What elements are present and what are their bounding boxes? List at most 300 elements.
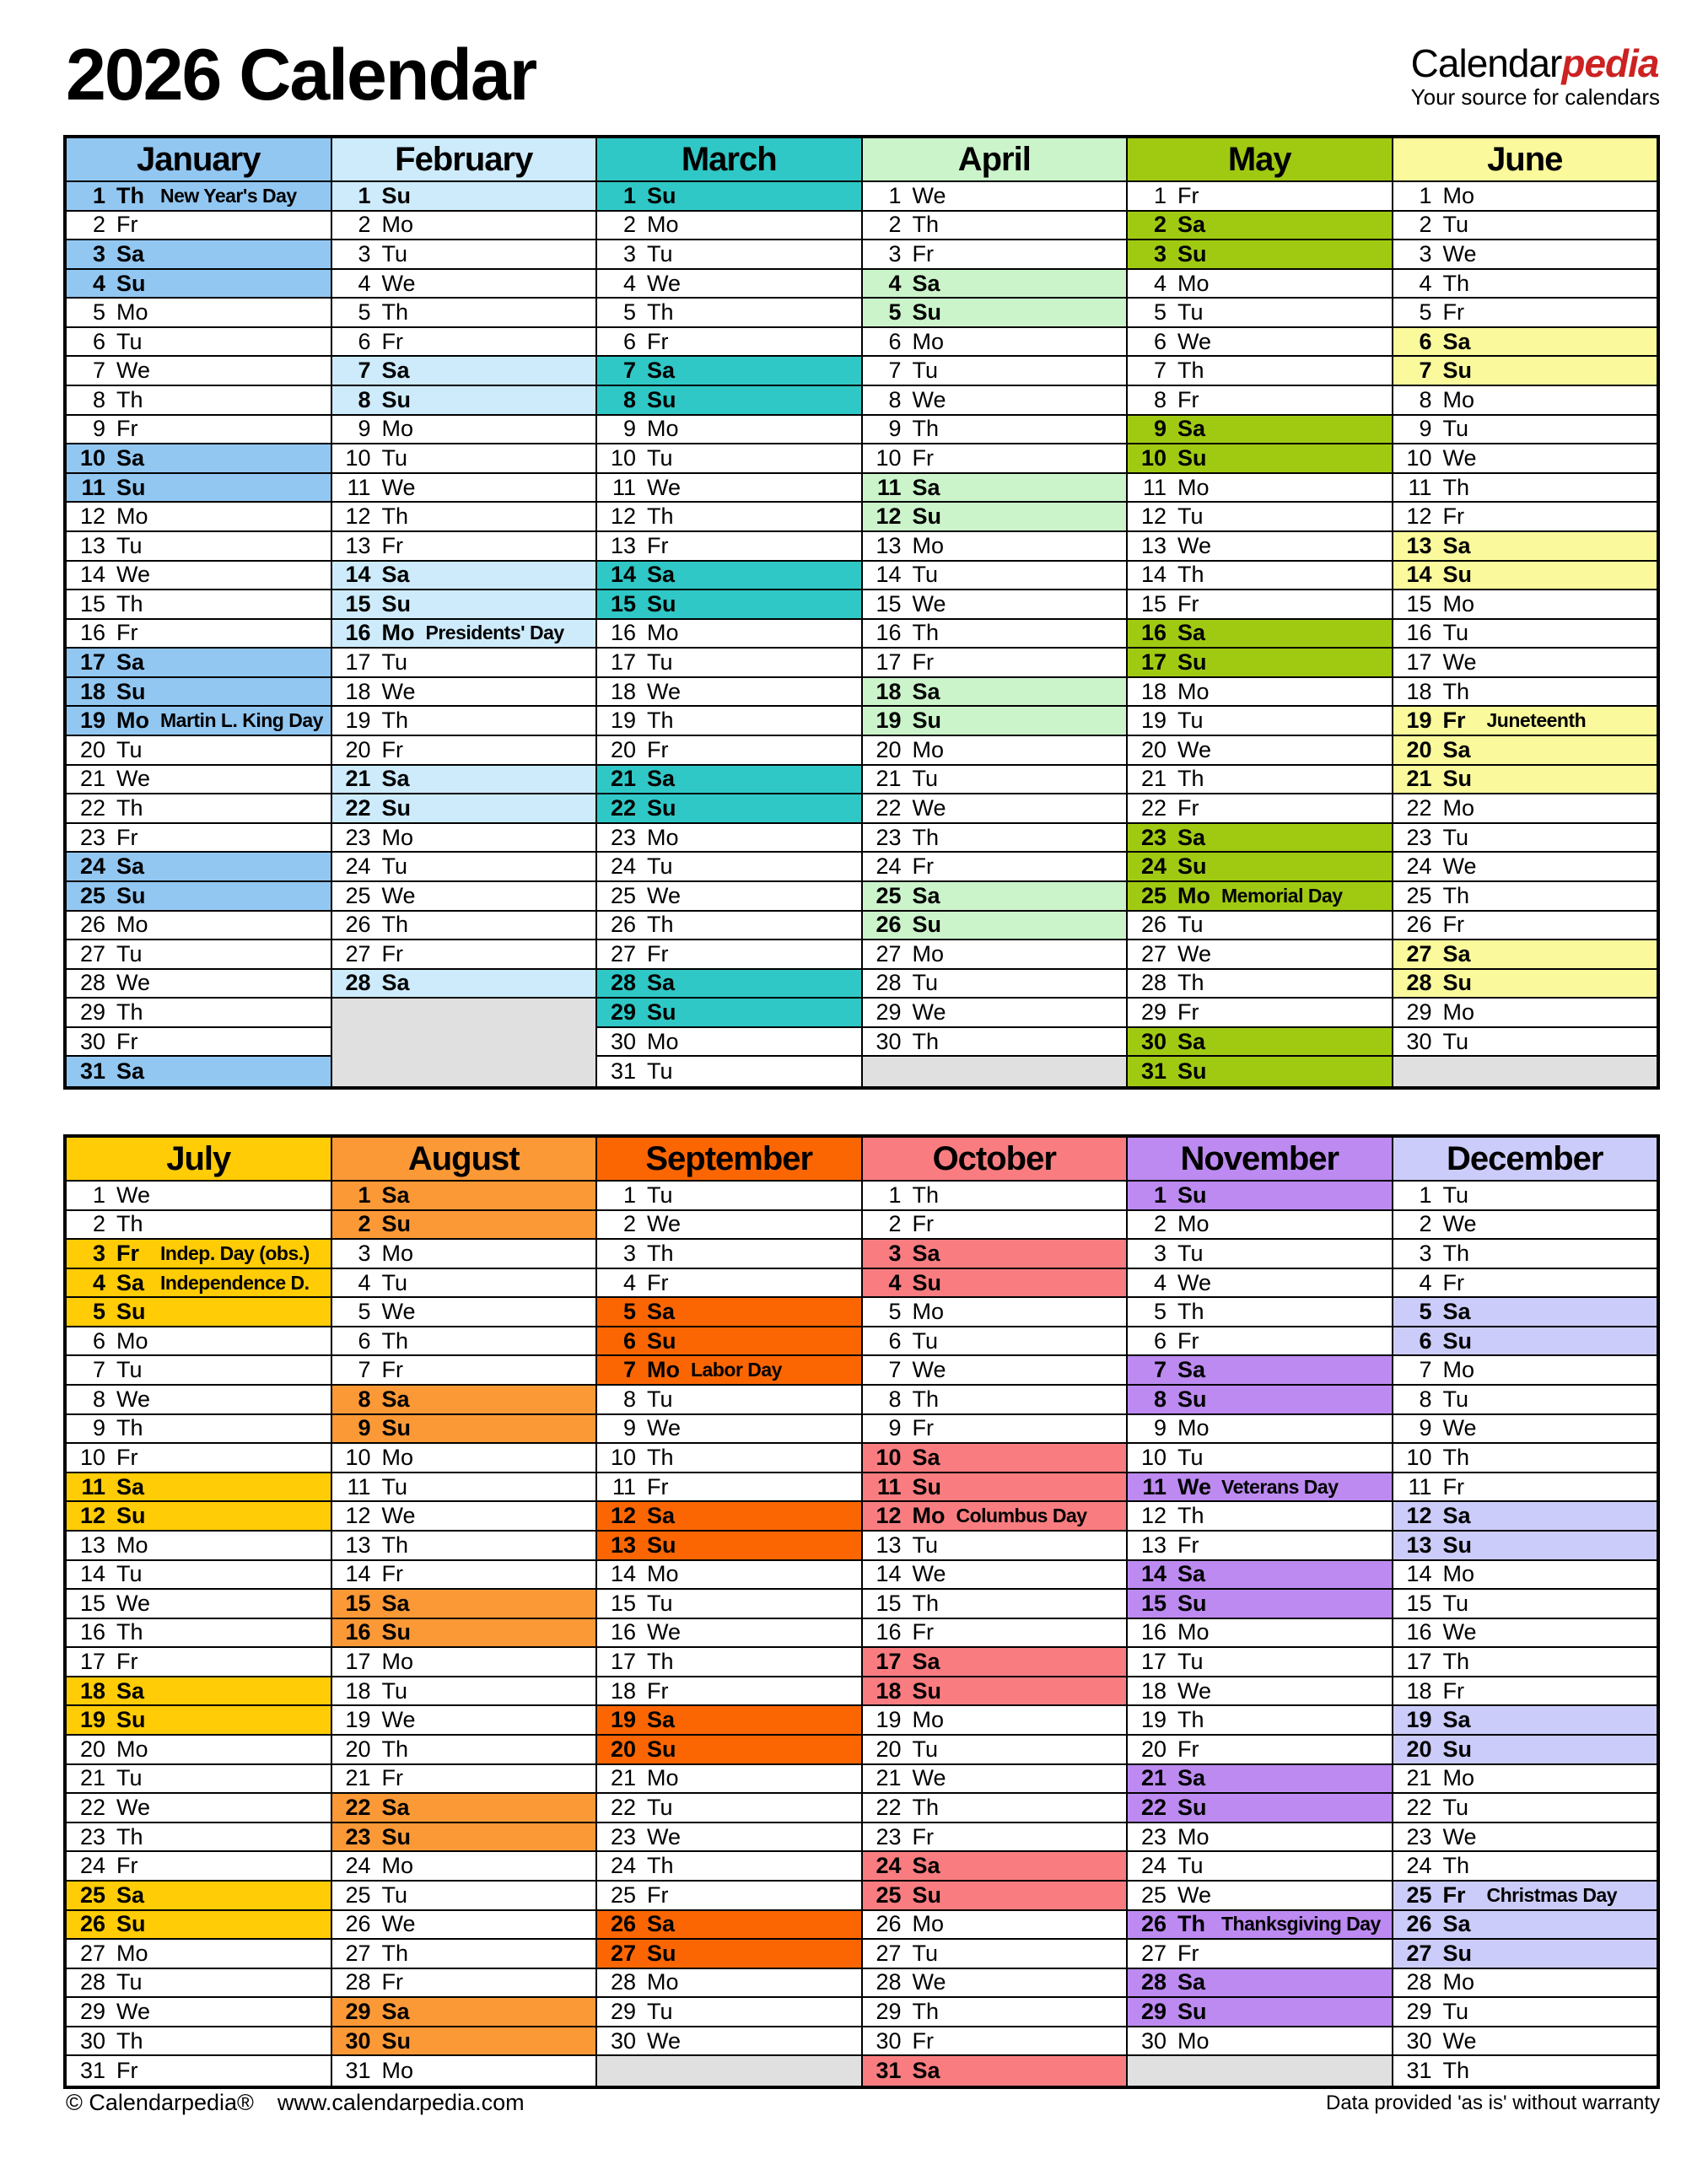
day-row: [597, 1619, 861, 1649]
weekday-abbrev: Tu: [1177, 1853, 1204, 1879]
day-number: 30: [79, 2027, 105, 2054]
weekday-abbrev: Tu: [116, 328, 143, 354]
weekday-abbrev: Sa: [116, 240, 145, 267]
day-number: 27: [876, 940, 902, 966]
day-number: 18: [79, 678, 105, 704]
day-number: 1: [92, 1182, 105, 1208]
day-row: [1128, 736, 1392, 766]
weekday-abbrev: Su: [1177, 1182, 1207, 1208]
empty-cell: [332, 999, 596, 1086]
day-number: 17: [1140, 649, 1167, 676]
day-row: [863, 1444, 1127, 1473]
day-number: 9: [1419, 416, 1432, 442]
day-number: 14: [345, 1561, 371, 1587]
day-number: 20: [610, 736, 636, 762]
day-row: [67, 794, 331, 824]
day-number: 1: [1419, 1182, 1432, 1208]
day-row: [1393, 1415, 1657, 1445]
weekday-abbrev: Mo: [647, 1028, 679, 1054]
day-row: [332, 1182, 596, 1211]
weekday-abbrev: Sa: [381, 1590, 410, 1616]
weekday-abbrev: Th: [1442, 1649, 1470, 1675]
day-row: [1393, 1298, 1657, 1327]
day-row: [597, 1356, 861, 1386]
weekday-abbrev: Mo: [116, 299, 148, 326]
day-row: [67, 532, 331, 562]
day-row: [1128, 620, 1392, 649]
day-row: [332, 1998, 596, 2027]
day-row: [67, 678, 331, 708]
weekday-abbrev: Fr: [116, 1028, 138, 1054]
weekday-abbrev: Sa: [116, 1677, 145, 1704]
day-number: 11: [81, 1473, 105, 1499]
day-number: 5: [888, 299, 902, 326]
weekday-abbrev: Fr: [1442, 1269, 1464, 1295]
day-row: [1393, 1765, 1657, 1795]
day-row: [1128, 1057, 1392, 1086]
day-row: [1128, 970, 1392, 999]
day-number: 10: [610, 1445, 636, 1470]
day-row: [67, 1911, 331, 1941]
day-row: [597, 1706, 861, 1736]
day-number: 16: [876, 1619, 902, 1645]
weekday-abbrev: Sa: [912, 882, 940, 908]
weekday-abbrev: Tu: [647, 649, 673, 676]
weekday-abbrev: Su: [116, 882, 146, 908]
weekday-abbrev: Mo: [1177, 1823, 1210, 1849]
day-number: 6: [1153, 328, 1167, 354]
day-number: 1: [1153, 182, 1167, 208]
weekday-abbrev: Th: [116, 1211, 143, 1237]
day-row: [1393, 1386, 1657, 1415]
weekday-abbrev: Tu: [1177, 1445, 1204, 1470]
day-row: [1128, 386, 1392, 416]
weekday-abbrev: Tu: [1177, 1240, 1204, 1266]
weekday-abbrev: Th: [1442, 1240, 1470, 1266]
day-number: 7: [1153, 1357, 1167, 1383]
calendar-table-jul-dec: [63, 1134, 1660, 2089]
weekday-abbrev: We: [381, 1911, 416, 1937]
weekday-abbrev: Sa: [381, 562, 410, 588]
day-number: 15: [1140, 590, 1167, 616]
day-row: [1393, 532, 1657, 562]
holiday-label: Juneteenth: [1486, 709, 1587, 732]
day-row: [67, 182, 331, 212]
weekday-abbrev: Th: [912, 824, 940, 850]
day-row: [597, 649, 861, 678]
day-number: 14: [1140, 1561, 1167, 1587]
day-number: 13: [876, 532, 902, 558]
day-number: 25: [345, 882, 371, 908]
day-number: 10: [1406, 445, 1432, 471]
day-row: [332, 1532, 596, 1561]
day-row: [332, 1911, 596, 1941]
day-row: [67, 1269, 331, 1299]
footer-copyright-text: © Calendarpedia®: [66, 2090, 254, 2115]
weekday-abbrev: Sa: [1177, 620, 1206, 646]
day-number: 12: [876, 1503, 902, 1529]
day-number: 19: [345, 1707, 371, 1733]
weekday-abbrev: Fr: [116, 2058, 138, 2084]
weekday-abbrev: Tu: [647, 1058, 673, 1085]
day-row: [1393, 386, 1657, 416]
weekday-abbrev: Sa: [1177, 824, 1206, 850]
weekday-abbrev: Su: [381, 590, 412, 616]
weekday-abbrev: Mo: [912, 1707, 945, 1733]
weekday-abbrev: We: [1442, 1619, 1477, 1645]
day-number: 14: [1406, 1561, 1432, 1587]
day-row: [863, 999, 1127, 1028]
weekday-abbrev: Sa: [1177, 416, 1206, 442]
weekday-abbrev: We: [1442, 649, 1477, 676]
day-row: [67, 416, 331, 445]
weekday-abbrev: Sa: [116, 1473, 145, 1499]
day-number: 20: [1140, 736, 1167, 762]
day-row: [597, 882, 861, 912]
weekday-abbrev: We: [912, 182, 946, 208]
day-row: [863, 766, 1127, 795]
weekday-abbrev: Sa: [912, 1445, 940, 1470]
day-row: [1393, 766, 1657, 795]
day-row: [597, 386, 861, 416]
day-number: 6: [92, 1327, 105, 1354]
month-column-june: [1392, 138, 1657, 1086]
day-row: [597, 328, 861, 358]
day-number: 31: [876, 2058, 902, 2084]
weekday-abbrev: Th: [647, 1240, 674, 1266]
day-row: [332, 970, 596, 999]
day-number: 3: [888, 240, 902, 267]
weekday-abbrev: Th: [381, 912, 409, 938]
day-row: [863, 678, 1127, 708]
weekday-abbrev: Mo: [1442, 1357, 1475, 1383]
weekday-abbrev: Su: [1442, 358, 1473, 384]
day-number: 19: [79, 1707, 105, 1733]
day-row: [597, 1852, 861, 1882]
weekday-abbrev: Sa: [116, 1058, 145, 1085]
day-number: 28: [610, 970, 636, 996]
day-row: [332, 1502, 596, 1532]
day-number: 15: [876, 1590, 902, 1616]
weekday-abbrev: Th: [116, 794, 143, 821]
day-number: 10: [1406, 1445, 1432, 1470]
day-number: 4: [1419, 1269, 1432, 1295]
day-number: 5: [358, 1299, 371, 1325]
day-row: [1393, 444, 1657, 474]
weekday-abbrev: Fr: [1177, 1532, 1199, 1558]
day-row: [332, 1444, 596, 1473]
day-number: 11: [347, 1473, 371, 1499]
month-header-august: August: [332, 1138, 596, 1182]
weekday-abbrev: Mo: [1177, 882, 1210, 908]
day-row: [863, 1356, 1127, 1386]
weekday-abbrev: Th: [912, 1794, 940, 1820]
day-row: [863, 474, 1127, 503]
day-row: [332, 299, 596, 328]
day-number: 14: [1406, 562, 1432, 588]
weekday-abbrev: Mo: [1177, 474, 1210, 500]
day-number: 23: [610, 824, 636, 850]
weekday-abbrev: We: [1177, 532, 1212, 558]
weekday-abbrev: We: [912, 1765, 946, 1791]
weekday-abbrev: Mo: [1442, 999, 1475, 1026]
day-number: 1: [358, 1182, 371, 1208]
weekday-abbrev: Tu: [116, 940, 143, 966]
day-number: 7: [92, 358, 105, 384]
day-row: [863, 1502, 1127, 1532]
day-row: [597, 299, 861, 328]
day-row: [1393, 649, 1657, 678]
weekday-abbrev: Th: [381, 1327, 409, 1354]
day-number: 12: [876, 503, 902, 530]
weekday-abbrev: Tu: [1442, 1028, 1469, 1054]
weekday-abbrev: Fr: [1177, 1327, 1199, 1354]
weekday-abbrev: We: [116, 562, 151, 588]
weekday-abbrev: Mo: [912, 1503, 946, 1529]
day-row: [597, 1182, 861, 1211]
day-row: [1128, 766, 1392, 795]
day-row: [597, 1386, 861, 1415]
weekday-abbrev: Tu: [647, 1182, 673, 1208]
weekday-abbrev: Tu: [647, 1590, 673, 1616]
day-row: [597, 532, 861, 562]
day-number: 25: [610, 882, 636, 908]
day-number: 27: [610, 1940, 636, 1966]
day-number: 27: [345, 1940, 371, 1966]
day-row: [1128, 474, 1392, 503]
weekday-abbrev: Th: [1442, 1853, 1470, 1879]
weekday-abbrev: Mo: [912, 532, 945, 558]
day-number: 26: [876, 912, 902, 938]
day-row: [332, 1473, 596, 1503]
day-number: 10: [610, 445, 636, 471]
weekday-abbrev: Fr: [381, 1765, 403, 1791]
day-row: [597, 999, 861, 1028]
day-number: 2: [622, 1211, 636, 1237]
day-row: [67, 1882, 331, 1911]
day-number: 3: [92, 1240, 105, 1266]
weekday-abbrev: Th: [912, 1182, 940, 1208]
day-row: [67, 2027, 331, 2057]
day-number: 20: [1406, 1736, 1432, 1762]
day-number: 24: [1406, 853, 1432, 880]
weekday-abbrev: Th: [116, 386, 143, 412]
day-number: 20: [1406, 736, 1432, 762]
day-row: [1128, 562, 1392, 591]
weekday-abbrev: Tu: [381, 1269, 408, 1295]
day-number: 21: [610, 766, 636, 792]
day-row: [1393, 1823, 1657, 1853]
day-row: [1128, 1298, 1392, 1327]
day-number: 6: [1419, 328, 1432, 354]
day-number: 24: [79, 853, 105, 880]
day-number: 25: [1140, 1882, 1167, 1908]
day-number: 30: [1406, 2027, 1432, 2054]
day-row: [67, 1356, 331, 1386]
day-number: 23: [345, 824, 371, 850]
weekday-abbrev: Su: [1177, 1794, 1207, 1820]
day-row: [332, 1327, 596, 1357]
day-row: [1393, 1211, 1657, 1241]
day-number: 26: [610, 1911, 636, 1937]
day-number: 28: [1406, 1969, 1432, 1995]
weekday-abbrev: Su: [1177, 649, 1207, 676]
day-number: 2: [92, 212, 105, 238]
day-number: 16: [79, 1619, 105, 1645]
day-number: 4: [888, 1269, 902, 1295]
weekday-abbrev: Tu: [647, 445, 673, 471]
day-number: 23: [1140, 824, 1167, 850]
day-row: [863, 1532, 1127, 1561]
weekday-abbrev: Th: [912, 1590, 940, 1616]
weekday-abbrev: Tu: [1177, 299, 1204, 326]
day-row: [1128, 1211, 1392, 1241]
weekday-abbrev: We: [1442, 1211, 1477, 1237]
day-row: [1393, 736, 1657, 766]
day-row: [1128, 1561, 1392, 1591]
day-number: 15: [79, 590, 105, 616]
weekday-abbrev: Th: [1442, 1445, 1470, 1470]
day-row: [863, 590, 1127, 620]
weekday-abbrev: Mo: [381, 1445, 414, 1470]
day-row: [1128, 1028, 1392, 1058]
weekday-abbrev: Tu: [1442, 620, 1469, 646]
day-row: [1128, 940, 1392, 970]
day-number: 30: [876, 2027, 902, 2054]
day-number: 12: [345, 503, 371, 530]
day-row: [67, 824, 331, 853]
weekday-abbrev: We: [1177, 1882, 1212, 1908]
day-row: [1393, 912, 1657, 941]
weekday-abbrev: Su: [912, 1677, 942, 1704]
month-column-july: [67, 1138, 331, 2086]
day-number: 17: [610, 1649, 636, 1675]
day-number: 5: [1419, 299, 1432, 326]
day-row: [332, 1590, 596, 1619]
day-row: [597, 1211, 861, 1241]
weekday-abbrev: Th: [1177, 1503, 1204, 1529]
day-number: 9: [92, 1415, 105, 1441]
day-number: 28: [876, 1969, 902, 1995]
weekday-abbrev: Tu: [381, 1473, 408, 1499]
day-number: 23: [79, 1823, 105, 1849]
weekday-abbrev: Sa: [1177, 1028, 1206, 1054]
day-number: 27: [876, 1940, 902, 1966]
day-row: [863, 1619, 1127, 1649]
weekday-abbrev: Tu: [381, 853, 408, 880]
day-row: [67, 474, 331, 503]
day-number: 6: [888, 328, 902, 354]
day-number: 16: [1140, 1619, 1167, 1645]
weekday-abbrev: Su: [381, 794, 412, 821]
day-number: 28: [1406, 970, 1432, 996]
weekday-abbrev: Tu: [1177, 708, 1204, 734]
day-row: [67, 649, 331, 678]
day-number: 10: [79, 1445, 105, 1470]
day-number: 16: [345, 620, 371, 646]
weekday-abbrev: We: [912, 1561, 946, 1587]
day-number: 27: [1140, 1940, 1167, 1966]
day-row: [1393, 474, 1657, 503]
day-row: [1393, 182, 1657, 212]
day-row: [67, 1444, 331, 1473]
day-row: [1128, 1619, 1392, 1649]
weekday-abbrev: Th: [647, 1445, 674, 1470]
day-number: 8: [622, 1386, 636, 1412]
month-column-january: [67, 138, 331, 1086]
day-number: 10: [876, 1445, 902, 1470]
day-row: [597, 1532, 861, 1561]
weekday-abbrev: Th: [912, 1999, 940, 2025]
day-row: [332, 328, 596, 358]
day-number: 30: [79, 1028, 105, 1054]
weekday-abbrev: Sa: [912, 474, 940, 500]
weekday-abbrev: We: [381, 678, 416, 704]
day-number: 1: [92, 182, 105, 208]
holiday-label: Indep. Day (obs.): [160, 1241, 310, 1264]
day-number: 11: [876, 474, 902, 500]
day-number: 22: [1406, 794, 1432, 821]
weekday-abbrev: Su: [1177, 1590, 1207, 1616]
weekday-abbrev: Su: [647, 1327, 676, 1354]
day-row: [67, 1590, 331, 1619]
weekday-abbrev: Tu: [381, 649, 408, 676]
day-row: [863, 562, 1127, 591]
day-row: [1393, 240, 1657, 270]
weekday-abbrev: Tu: [647, 240, 673, 267]
day-number: 21: [1406, 766, 1432, 792]
day-number: 12: [79, 1503, 105, 1529]
day-number: 11: [876, 1473, 902, 1499]
day-row: [332, 444, 596, 474]
weekday-abbrev: Fr: [1442, 503, 1464, 530]
weekday-abbrev: Fr: [381, 1561, 403, 1587]
weekday-abbrev: We: [381, 474, 416, 500]
day-row: [1393, 1182, 1657, 1211]
day-row: [1393, 1940, 1657, 1969]
day-number: 7: [1153, 358, 1167, 384]
day-number: 12: [610, 503, 636, 530]
weekday-abbrev: Th: [1177, 358, 1204, 384]
weekday-abbrev: We: [116, 1590, 151, 1616]
day-number: 18: [345, 1677, 371, 1704]
day-row: [67, 1706, 331, 1736]
weekday-abbrev: We: [116, 970, 151, 996]
day-row: [1128, 1706, 1392, 1736]
day-row: [597, 794, 861, 824]
day-row: [1393, 620, 1657, 649]
weekday-abbrev: Th: [1442, 474, 1470, 500]
weekday-abbrev: Tu: [1442, 416, 1469, 442]
day-row: [67, 328, 331, 358]
day-row: [597, 270, 861, 299]
day-row: [1393, 882, 1657, 912]
month-header-june: June: [1393, 138, 1657, 182]
day-row: [597, 182, 861, 212]
day-number: 21: [876, 766, 902, 792]
weekday-abbrev: We: [1177, 328, 1212, 354]
day-number: 14: [876, 1561, 902, 1587]
day-row: [597, 766, 861, 795]
weekday-abbrev: Mo: [1177, 1415, 1210, 1441]
day-number: 20: [610, 1736, 636, 1762]
weekday-abbrev: We: [1442, 1823, 1477, 1849]
day-number: 22: [1406, 1794, 1432, 1820]
day-number: 13: [610, 532, 636, 558]
weekday-abbrev: We: [381, 882, 416, 908]
weekday-abbrev: Mo: [381, 1240, 414, 1266]
day-number: 11: [612, 1473, 636, 1499]
